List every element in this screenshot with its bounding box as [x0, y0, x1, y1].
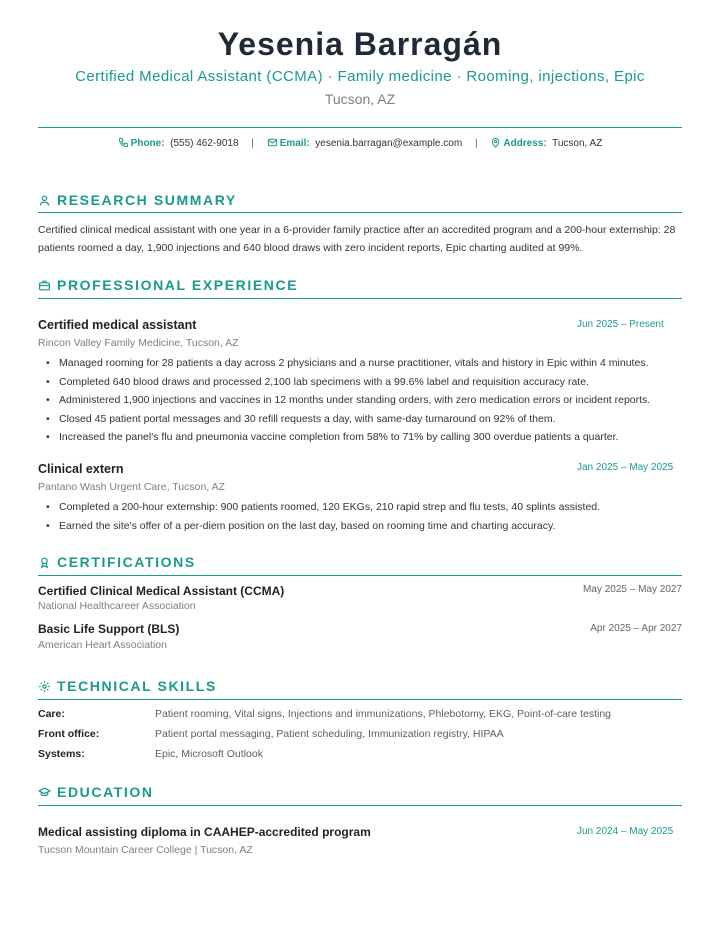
- education-dates: Jun 2024 – May 2025: [577, 826, 674, 837]
- summary-heading-text: RESEARCH SUMMARY: [57, 192, 237, 208]
- bullet-item: • Increased the panel's flu and pneumonia vaccine completion from 58% to 71% by calling 300 overdue patients a quarter.: [38, 428, 688, 447]
- section-divider: [38, 298, 682, 299]
- section-divider: [38, 575, 682, 576]
- certification-dates: Apr 2025 – Apr 2027: [590, 623, 682, 634]
- skill-value: Patient portal messaging, Patient scheduling, Immunization registry, HIPAA: [155, 728, 504, 740]
- award-icon: [38, 554, 57, 570]
- phone-value[interactable]: (555) 462-9018: [170, 138, 239, 149]
- summary-text: Certified clinical medical assistant with one year in a 6-provider family practice after an accredited program and a 200-hour externship: 28 patients roomed a day, 1,900 injections and 640 blood draws with zero incident reports, Epic charting audited at 99%.: [38, 224, 676, 254]
- section-divider: [38, 212, 682, 213]
- education-heading-text: EDUCATION: [57, 784, 154, 800]
- skill-label: Care:: [38, 708, 65, 720]
- certification-title: Basic Life Support (BLS): [38, 622, 180, 636]
- summary-heading: [38, 192, 682, 208]
- graduation-cap-icon: [38, 784, 57, 800]
- contact-separator: |: [474, 138, 478, 149]
- bullet-item: • Completed 640 blood draws and processed 2,100 lab specimens with a 99.6% label and requisition accuracy rate.: [38, 373, 688, 392]
- job-bullets: [38, 498, 688, 535]
- address-value: Tucson, AZ: [552, 138, 603, 149]
- header-location: Tucson, AZ: [324, 91, 396, 107]
- job-title: Clinical extern: [38, 462, 124, 476]
- job-dates: Jun 2025 – Present: [577, 319, 664, 330]
- experience-heading-text: PROFESSIONAL EXPERIENCE: [57, 277, 299, 293]
- skill-value: Patient rooming, Vital signs, Injections and immunizations, Phlebotomy, EKG, Point-of-care testing: [155, 708, 612, 720]
- mail-icon: [267, 138, 280, 149]
- phone-label: Phone:: [130, 138, 165, 149]
- email-value[interactable]: yesenia.barragan@example.com: [315, 138, 463, 149]
- candidate-name: Yesenia Barragán: [217, 26, 503, 62]
- certifications-heading-text: CERTIFICATIONS: [57, 554, 196, 570]
- bullet-item: • Earned the site's offer of a per-diem position on the last day, based on rooming time and charting accuracy.: [38, 517, 688, 536]
- education-title: Medical assisting diploma in CAAHEP-accredited program: [38, 825, 371, 839]
- email-label: Email:: [279, 138, 310, 149]
- certification-dates: May 2025 – May 2027: [583, 584, 682, 595]
- skill-value: Epic, Microsoft Outlook: [155, 748, 263, 760]
- job-organization: Pantano Wash Urgent Care, Tucson, AZ: [38, 481, 225, 493]
- certification-issuer: American Heart Association: [38, 639, 167, 651]
- education-school: Tucson Mountain Career College | Tucson, AZ: [38, 844, 253, 856]
- certifications-heading: [38, 554, 682, 570]
- tagline: Certified Medical Assistant (CCMA) · Family medicine · Rooming, injections, Epic: [75, 68, 645, 85]
- person-icon: [38, 192, 57, 208]
- bullet-item: • Managed rooming for 28 patients a day across 2 physicians and a nurse practitioner, vitals and history in Epic within 4 minutes.: [38, 354, 688, 373]
- briefcase-icon: [38, 277, 57, 293]
- contact-separator: |: [251, 138, 254, 149]
- job-dates: Jan 2025 – May 2025: [577, 462, 674, 473]
- address-label: Address:: [503, 138, 547, 149]
- section-divider: [38, 805, 682, 806]
- skill-label: Systems:: [38, 748, 85, 760]
- section-divider: [38, 699, 682, 700]
- bullet-item: • Completed a 200-hour externship: 900 patients roomed, 120 EKGs, 210 rapid strep and flu tests, 40 splints assisted.: [38, 498, 688, 517]
- bullet-item: • Administered 1,900 injections and vaccines in 12 months under standing orders, with zero medication errors or incident reports.: [38, 391, 688, 410]
- certification-issuer: National Healthcareer Association: [38, 600, 196, 612]
- job-organization: Rincon Valley Family Medicine, Tucson, AZ: [38, 337, 239, 349]
- skill-label: Front office:: [38, 728, 100, 740]
- contact-bar: [38, 137, 682, 149]
- bullet-item: • Closed 45 patient portal messages and 30 refill requests a day, with same-day turnaround on 92% of them.: [38, 410, 688, 429]
- phone-icon: [118, 138, 131, 149]
- experience-heading: [38, 277, 682, 293]
- job-bullets: [38, 354, 688, 447]
- skills-heading-text: TECHNICAL SKILLS: [57, 678, 217, 694]
- location-pin-icon: [490, 138, 503, 149]
- header-divider: [38, 127, 682, 128]
- skills-heading: [38, 678, 682, 694]
- gear-icon: [38, 678, 57, 694]
- certification-title: Certified Clinical Medical Assistant (CCMA): [38, 584, 285, 598]
- education-heading: [38, 784, 682, 800]
- job-title: Certified medical assistant: [38, 318, 197, 332]
